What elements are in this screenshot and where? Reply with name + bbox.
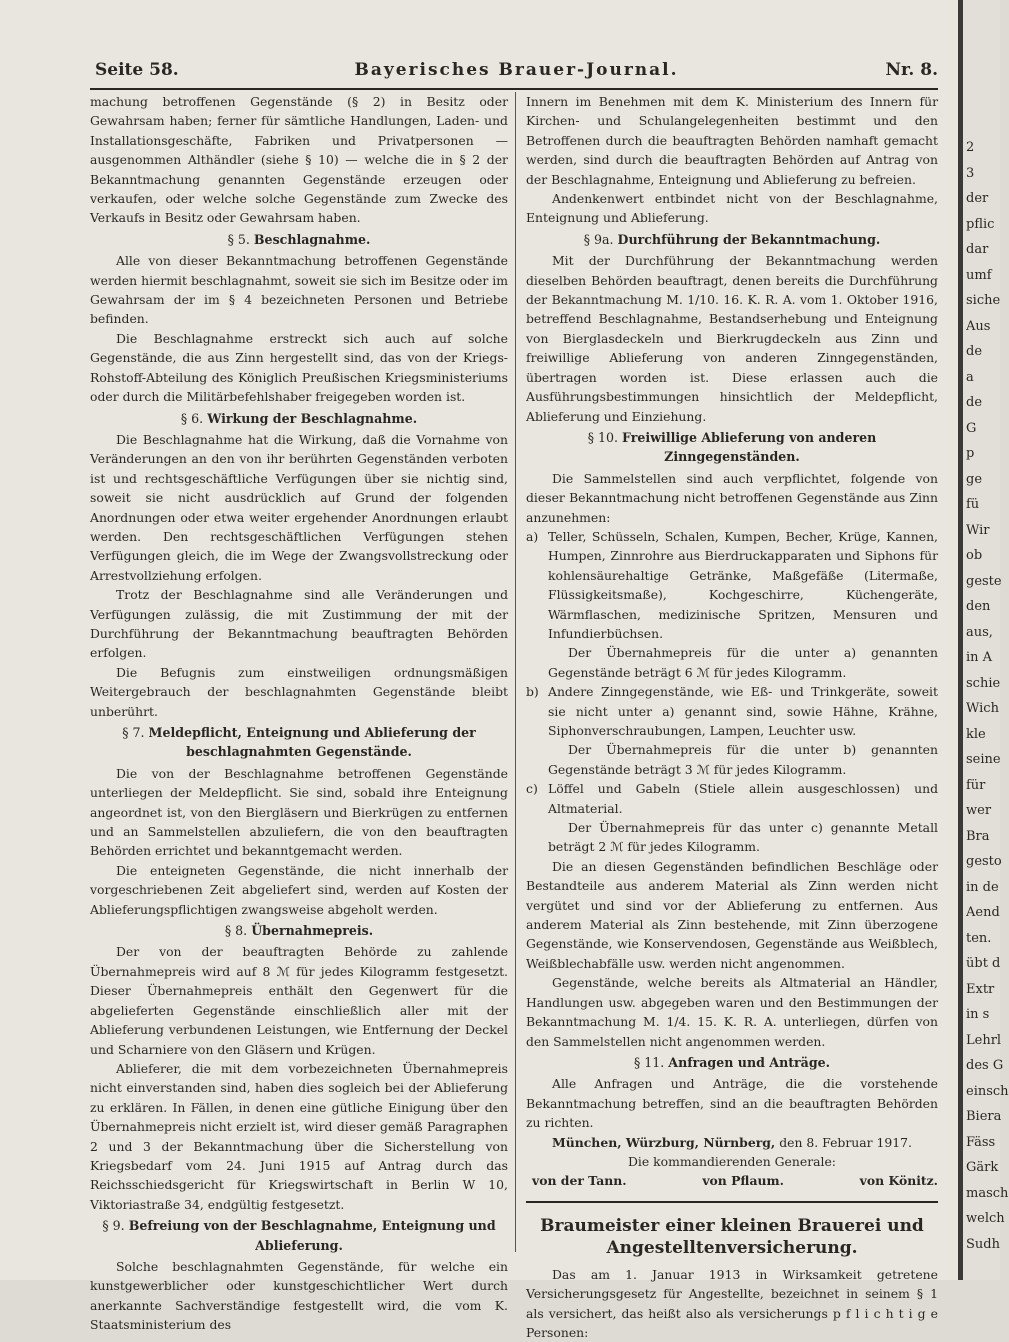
paragraph: Andenkenwert entbindet nicht von der Beschlagnahme, Enteignung und Ablieferung. <box>526 191 938 226</box>
paragraph: Die Sammelstellen sind auch verpflichtet, folgende von dieser Bekanntmachung nicht betroffenen Gegenstände aus Zinn anzunehmen: <box>526 470 938 525</box>
generals-line: Die kommandierenden Generale: <box>628 1153 836 1169</box>
section-heading-8: § 8. Übernahmepreis. <box>224 923 374 939</box>
adjacent-page-fragment: masch <box>966 1185 1009 1201</box>
paragraph: Die von der Beschlagnahme betroffenen Gegenstände unterliegen der Meldepflicht. Sie sind, sobald ihre Enteignung angeordnet ist, von den Biergläsern und Bierkrügen zu entfernen und an Sammelstellen abzuliefern, die von den beauftragten Behörden errichtet und bekanntgemacht werden. <box>90 765 508 859</box>
price-note-a: Der Übernahmepreis für die unter a) genannten Gegenstände beträgt 6 ℳ für jedes Kilogramm. <box>548 645 938 680</box>
adjacent-page-fragment: p <box>966 446 975 461</box>
page-number: Seite 58. <box>95 60 179 80</box>
adjacent-page-fragment: Lehrl <box>966 1032 1002 1048</box>
adjacent-page-fragment: des G <box>966 1058 1004 1073</box>
paragraph: machung betroffenen Gegenstände (§ 2) in Besitz oder Gewahrsam haben; ferner für sämtliche Handlungen, Laden- und Installationsgeschäfte, Fabriken und Privatpersonen — ausgenommen Althändler (siehe § 10) — welche die in § 2 der Bekanntmachung genannten Gegenstände erzeugen oder verkaufen, oder welche solche Gegenstände zum Zwecke des Verkaufs in Besitz oder Gewahrsam haben. <box>90 94 508 226</box>
adjacent-page-fragment: 3 <box>966 165 975 181</box>
adjacent-page-fragment: wer <box>966 803 992 818</box>
adjacent-page-fragment: pflic <box>966 216 995 232</box>
section-heading-6: § 6. Wirkung der Beschlagnahme. <box>180 410 418 426</box>
adjacent-page-fragment: aus, <box>966 624 993 640</box>
adjacent-page-fragment: gesto <box>966 854 1002 869</box>
adjacent-page-fragment: ge <box>966 471 983 487</box>
adjacent-page-fragment: Extr <box>966 981 995 997</box>
right-column <box>526 92 938 1342</box>
paragraph: Mit der Durchführung der Bekanntmachung werden dieselben Behörden beauftragt, denen bereits die Durchführung der Bekanntmachung M. 1/10. 16. K. R. A. vom 1. Oktober 1916, betreffend Beschlagnahme, Bestandserhebung und Enteignung von Bierglasdeckeln und Bierkrugdeckeln aus Zinn und freiwillige Ablieferung von anderen Zinngegenständen, übertragen worden ist. Diese erlassen auch die Ausführungsbestimmungen hinsichtlich der Meldepflicht, Ablieferung und Einziehung. <box>526 253 938 424</box>
adjacent-page-fragment: G <box>966 420 977 436</box>
adjacent-page-fragment: umf <box>966 267 992 283</box>
paragraph: Trotz der Beschlagnahme sind alle Veränderungen und Verfügungen zulässig, die mit Zustimmung der mit der Durchführung der Bekanntmachung beauftragten Behörden erfolgen. <box>90 587 508 661</box>
adjacent-page-fragment: seine <box>966 752 1001 767</box>
adjacent-page-fragment: einsch <box>966 1083 1009 1099</box>
paragraph: Die Beschlagnahme hat die Wirkung, daß die Vornahme von Veränderungen an den von ihr berührten Gegenständen verboten ist und rechtsgeschäftliche Verfügungen über sie nichtig sind, soweit sie nicht ausdrücklich auf Grund der folgenden Anordnungen oder etwa weiter ergehender Anordnungen erlaubt werden. Den rechtsgeschäftlichen Verfügungen stehen Verfügungen gleich, die im Wege der Zwangsvollstreckung oder Arrestvollziehung erfolgen. <box>90 431 508 583</box>
adjacent-page-fragment: schie <box>966 675 1001 691</box>
adjacent-page-fragment: kle <box>966 726 986 742</box>
adjacent-page-fragment: de <box>966 395 983 410</box>
section-heading-9a: § 9a. Durchführung der Bekanntmachung. <box>583 231 881 247</box>
signatories <box>526 1171 938 1190</box>
adjacent-page-fragment: Wir <box>966 522 990 538</box>
adjacent-page-fragment: Aend <box>966 905 1000 920</box>
paragraph: Die enteigneten Gegenstände, die nicht innerhalb der vorgeschriebenen Zeit abgeliefert sind, werden auf Kosten der Ablieferungspflichtigen zwangsweise abgeholt werden. <box>90 862 508 917</box>
paragraph: Der von der beauftragten Behörde zu zahlende Übernahmepreis wird auf 8 ℳ für jedes Kilogramm festgesetzt. Dieser Übernahmepreis enthält den Gegenwert für die abgelieferten Gegenstände einschließlich aller mit der Ablieferung verbundenen Leistungen, wie Entfernung der Deckel und Scharniere von den Gläsern und Krügen. <box>90 944 508 1057</box>
price-note-c: Der Übernahmepreis für das unter c) genannte Metall beträgt 2 ℳ für jedes Kilogramm. <box>548 820 938 855</box>
paragraph: Alle Anfragen und Anträge, die die vorstehende Bekanntmachung betreffen, sind an die beauftragten Behörden zu richten. <box>526 1076 938 1131</box>
section-heading-10: § 10. Freiwillige Ablieferung von anderen Zinngegenständen. <box>587 429 877 465</box>
left-column <box>90 92 508 1335</box>
adjacent-page-fragment: geste <box>966 573 1002 589</box>
paragraph: Die an diesen Gegenständen befindlichen Beschläge oder Bestandteile aus anderem Material als Zinn werden nicht vergütet und sind vor der Ablieferung zu entfernen. Aus anderem Material als Zinn bestehende, mit Zinn überzogene Gegenstände, wie Konservendosen, Gegenstände aus Weißblech, Weißblechabfälle usw. werden nicht angenommen. <box>526 858 938 971</box>
journal-title: Bayerisches Brauer-Journal. <box>354 60 679 80</box>
adjacent-page-fragment: dar <box>966 242 989 257</box>
paragraph: Alle von dieser Bekanntmachung betroffenen Gegenstände werden hiermit beschlagnahmt, soweit sie sich im Besitze oder im Gewahrsam der im § 4 bezeichneten Personen und Betriebe befinden. <box>90 253 508 327</box>
issue-number: Nr. 8. <box>885 60 938 80</box>
adjacent-page-fragment: de <box>966 344 983 359</box>
adjacent-page-fragment: übt d <box>966 956 1001 971</box>
adjacent-page-fragment: Sudh <box>966 1236 1000 1252</box>
signer-tann: von der Tann. <box>532 1173 627 1189</box>
section-heading-9: § 9. Befreiung von der Beschlagnahme, Enteignung und Ablieferung. <box>102 1218 496 1253</box>
paragraph: Innern im Benehmen mit dem K. Ministerium des Innern für Kirchen- und Schulangelegenheiten bestimmt und den Betroffenen durch die beauftragten Behörden namhaft gemacht werden, sind durch die beauftragten Behörden auf Antrag von der Beschlagnahme, Enteignung und Ablieferung zu befreien. <box>526 94 938 187</box>
adjacent-page-fragment: den <box>966 599 991 614</box>
list-item-a: a) Teller, Schüsseln, Schalen, Kumpen, Becher, Krüge, Kannen, Humpen, Zinnrohre aus Bierdruckapparaten und Siphons für kohlensäurehaltige Getränke, Maßgefäße (Litermaße, Flüssigkeitsmaße), Kochgeschirre, Küchengeräte, Wärmflaschen, medizinische Spritzen, Mensuren und Infundierbüchsen. <box>526 528 938 641</box>
adjacent-page-fragment: Bra <box>966 828 990 844</box>
paragraph: Die Befugnis zum einstweiligen ordnungsmäßigen Weitergebrauch der beschlagnahmten Gegenstände bleibt unberührt. <box>90 664 508 719</box>
signer-koenitz: von Könitz. <box>859 1173 938 1189</box>
price-note-b: Der Übernahmepreis für die unter b) genannten Gegenstände beträgt 3 ℳ für jedes Kilogramm. <box>548 742 938 777</box>
adjacent-page-fragment: fü <box>966 497 980 512</box>
paragraph: Das am 1. Januar 1913 in Wirksamkeit getretene Versicherungsgesetz für Angestellte, bezeichnet in seinem § 1 als versichert, das heißt also als versicherungs p f l i c h t i g e Personen: <box>526 1266 938 1340</box>
adjacent-page-fragment: siche <box>966 293 1001 308</box>
adjacent-page-fragment: Wich <box>966 701 999 716</box>
column-divider <box>515 92 516 1252</box>
paragraph: Ablieferer, die mit dem vorbezeichneten Übernahmepreis nicht einverstanden sind, haben dies sogleich bei der Ablieferung zu erklären. In Fällen, in denen eine gütliche Einigung über den Übernahmepreis nicht erzielt ist, wird dieser gemäß Paragraphen 2 und 3 der Bekanntmachung über die Sicherstellung von Kriegsbedarf vom 24. Juni 1915 auf Antrag durch das Reichsschiedsgericht für Kriegswirtschaft in Berlin W 10, Viktoriastraße 34, endgültig festgesetzt. <box>90 1060 508 1212</box>
article-title: Braumeister einer kleinen Brauerei und Angestelltenversicherung. <box>540 1215 924 1258</box>
adjacent-page-fragment: welch <box>966 1211 1005 1226</box>
article-separator <box>526 1201 938 1203</box>
adjacent-page-fragment: für <box>966 777 986 793</box>
adjacent-page-fragment: Aus <box>966 318 991 334</box>
adjacent-page-fragment: Gärk <box>966 1160 999 1175</box>
section-heading-5: § 5. Beschlagnahme. <box>227 231 371 247</box>
paragraph: Gegenstände, welche bereits als Altmaterial an Händler, Handlungen usw. abgegeben waren und den Bestimmungen der Bekanntmachung M. 1/4. 15. K. R. A. unterliegen, dürfen von den Sammelstellen nicht angenommen werden. <box>526 975 938 1049</box>
adjacent-page-fragment: ob <box>966 548 983 563</box>
header-rule <box>90 88 938 90</box>
adjacent-page-fragment: Biera <box>966 1109 1002 1124</box>
adjacent-page-fragment: in A <box>966 650 993 665</box>
place-date-line: München, Würzburg, Nürnberg, den 8. Februar 1917. <box>552 1134 912 1150</box>
paragraph: Solche beschlagnahmten Gegenstände, für welche ein kunstgewerblicher oder kunstgeschichtlicher Wert durch anerkannte Sachverständige festgestellt wird, die vom K. Staatsministerium des <box>90 1258 508 1333</box>
signer-pflaum: von Pflaum. <box>702 1173 784 1189</box>
adjacent-page-fragment: Fäss <box>966 1134 996 1150</box>
section-heading-7: § 7. Meldepflicht, Enteignung und Ablieferung der beschlagnahmten Gegenstände. <box>122 725 476 760</box>
adjacent-page-fragment: in s <box>966 1007 990 1022</box>
page-header <box>95 60 938 86</box>
section-heading-11: § 11. Anfragen und Anträge. <box>633 1054 831 1070</box>
list-item-b: b) Andere Zinngegenstände, wie Eß- und Trinkgeräte, soweit sie nicht unter a) genannt sind, sowie Hähne, Krähne, Siphonverschraubungen, Lampen, Leuchter usw. <box>526 684 938 738</box>
adjacent-page-fragment: in de <box>966 879 999 895</box>
adjacent-page-fragment: 2 <box>966 140 975 155</box>
list-item-c: c) Löffel und Gabeln (Stiele allein ausgeschlossen) und Altmaterial. <box>526 781 938 816</box>
adjacent-page-fragment: a <box>966 369 974 385</box>
adjacent-page-fragment: ten. <box>966 930 992 946</box>
paragraph: Die Beschlagnahme erstreckt sich auch auf solche Gegenstände, die aus Zinn hergestellt sind, das von der Kriegs-Rohstoff-Abteilung des Königlich Preußischen Kriegsministeriums oder durch die Militärbefehlshaber freigegeben worden ist. <box>90 330 508 405</box>
adjacent-page-fragment: der <box>966 191 989 206</box>
adjacent-page-edge <box>963 0 1009 1280</box>
